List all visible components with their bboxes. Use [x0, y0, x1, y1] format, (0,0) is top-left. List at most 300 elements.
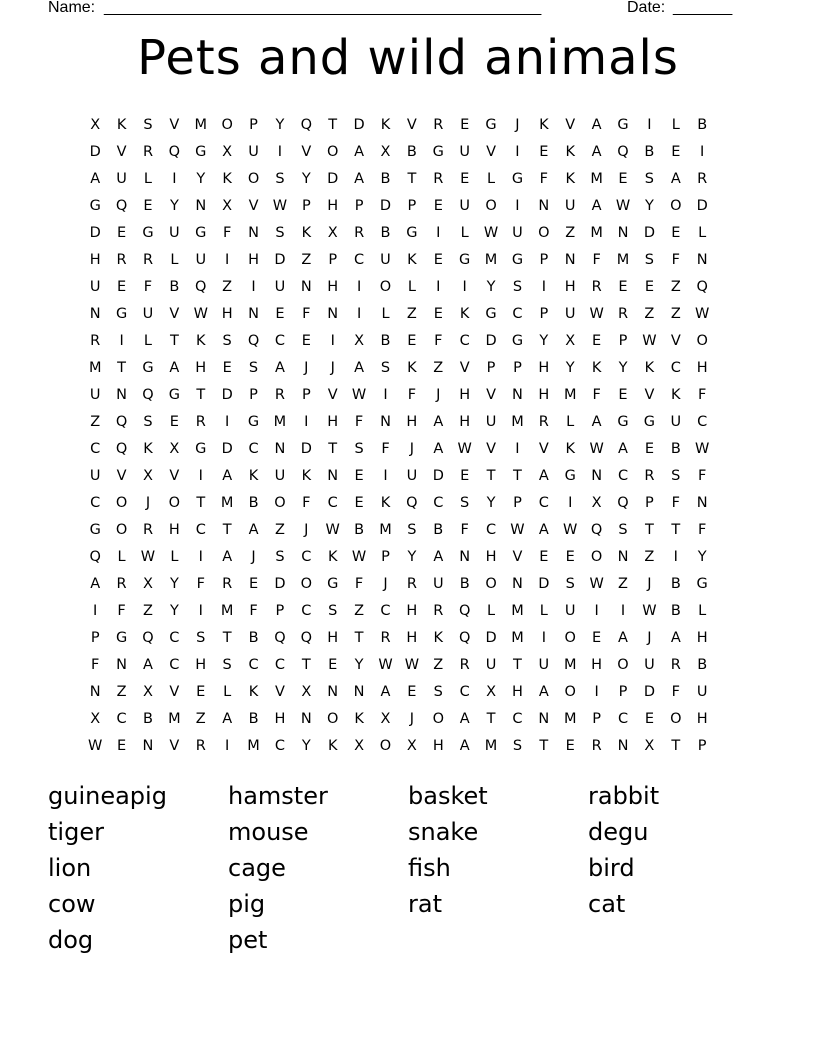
grid-letter: M	[511, 414, 524, 430]
grid-letter: N	[617, 549, 629, 565]
grid-letter: I	[198, 603, 203, 619]
grid-letter: N	[617, 225, 629, 241]
grid-letter: B	[697, 657, 708, 673]
grid-letter: X	[222, 198, 233, 214]
grid-letter: T	[222, 630, 232, 646]
grid-letter: Y	[301, 171, 311, 187]
grid-letter: L	[487, 603, 496, 619]
grid-letter: N	[459, 549, 471, 565]
grid-letter: I	[620, 603, 626, 619]
grid-letter: K	[116, 117, 127, 133]
grid-letter: U	[89, 468, 101, 484]
grid-letter: Z	[222, 279, 233, 295]
grid-letter: C	[512, 306, 523, 322]
grid-letter: D	[643, 225, 655, 241]
grid-letter: I	[673, 549, 678, 565]
grid-row	[82, 329, 742, 356]
grid-letter: L	[407, 279, 416, 295]
grid-letter: V	[486, 441, 497, 457]
grid-letter: W	[695, 441, 710, 457]
grid-letter: N	[248, 306, 259, 322]
grid-letter: A	[90, 171, 101, 187]
grid-letter: K	[248, 468, 259, 484]
grid-letter: A	[618, 441, 628, 457]
grid-letter: I	[436, 225, 441, 241]
grid-letter: X	[143, 468, 153, 484]
grid-letter: C	[617, 468, 629, 484]
grid-letter: R	[116, 576, 127, 592]
grid-letter: T	[169, 333, 179, 349]
grid-letter: N	[116, 657, 128, 673]
grid-letter: M	[484, 738, 498, 754]
grid-letter: J	[330, 360, 335, 376]
grid-letter: A	[222, 549, 233, 565]
grid-letter: G	[247, 414, 260, 430]
word-list-item: pet	[228, 926, 268, 954]
grid-letter: P	[407, 198, 417, 214]
grid-letter: A	[591, 144, 602, 160]
grid-letter: W	[483, 225, 499, 241]
word-row	[48, 814, 768, 850]
grid-letter: P	[249, 117, 258, 133]
grid-letter: Q	[247, 333, 260, 349]
grid-letter: Y	[169, 576, 179, 592]
grid-letter: Y	[486, 279, 496, 295]
grid-letter: B	[380, 171, 391, 187]
word-list-item: snake	[408, 818, 479, 846]
grid-letter: N	[696, 252, 708, 268]
grid-letter: N	[274, 441, 286, 457]
grid-letter: L	[487, 171, 496, 187]
grid-letter: J	[647, 576, 652, 592]
grid-letter: U	[564, 306, 576, 322]
word-row	[48, 778, 768, 814]
grid-letter: O	[485, 576, 497, 592]
word-row	[48, 886, 768, 922]
grid-letter: F	[354, 414, 364, 430]
grid-letter: R	[90, 333, 101, 349]
grid-letter: V	[406, 117, 417, 133]
grid-letter: P	[90, 630, 100, 646]
grid-letter: E	[539, 549, 549, 565]
date-field[interactable]: _______	[673, 0, 732, 16]
grid-letter: V	[169, 306, 180, 322]
grid-letter: S	[380, 360, 391, 376]
grid-letter: G	[142, 360, 154, 376]
grid-letter: R	[116, 252, 127, 268]
grid-letter: Y	[169, 603, 179, 619]
grid-letter: C	[90, 441, 101, 457]
grid-letter: T	[196, 495, 206, 511]
grid-letter: T	[328, 441, 338, 457]
grid-letter: T	[328, 117, 338, 133]
grid-letter: S	[143, 414, 153, 430]
grid-letter: C	[90, 495, 101, 511]
grid-letter: C	[512, 711, 523, 727]
grid-letter: H	[432, 738, 444, 754]
grid-letter: X	[380, 711, 391, 727]
grid-letter: R	[222, 576, 233, 592]
word-list-item: pig	[228, 890, 266, 918]
grid-letter: W	[589, 576, 604, 592]
grid-row	[82, 437, 742, 464]
grid-letter: H	[696, 360, 708, 376]
grid-letter: C	[274, 657, 285, 673]
grid-letter: W	[404, 657, 420, 673]
grid-letter: G	[115, 630, 128, 646]
grid-letter: U	[538, 657, 550, 673]
grid-letter: R	[142, 522, 154, 538]
grid-letter: C	[538, 495, 549, 511]
grid-letter: S	[512, 738, 523, 754]
grid-row	[82, 653, 742, 680]
grid-letter: W	[510, 522, 525, 538]
grid-letter: N	[380, 414, 391, 430]
grid-letter: E	[248, 576, 259, 592]
grid-letter: R	[354, 225, 365, 241]
grid-letter: I	[93, 603, 98, 619]
grid-row	[82, 410, 742, 437]
grid-letter: C	[697, 414, 708, 430]
grid-letter: F	[302, 495, 311, 511]
grid-letter: U	[459, 144, 470, 160]
grid-letter: P	[486, 360, 496, 376]
grid-letter: G	[195, 225, 207, 241]
grid-letter: A	[459, 738, 470, 754]
grid-letter: E	[565, 549, 575, 565]
grid-letter: Z	[354, 603, 365, 619]
grid-letter: I	[515, 441, 520, 457]
letter-grid	[82, 113, 742, 761]
grid-letter: K	[196, 333, 206, 349]
grid-row	[82, 302, 742, 329]
grid-letter: D	[327, 171, 339, 187]
grid-letter: A	[618, 630, 628, 646]
grid-letter: U	[380, 252, 391, 268]
grid-letter: O	[432, 711, 444, 727]
grid-letter: Z	[670, 279, 681, 295]
grid-letter: A	[433, 441, 444, 457]
grid-letter: H	[591, 657, 603, 673]
grid-letter: Z	[90, 414, 101, 430]
grid-letter: S	[275, 549, 285, 565]
grid-letter: T	[513, 657, 522, 673]
grid-letter: U	[512, 225, 523, 241]
grid-letter: D	[538, 576, 550, 592]
grid-letter: Y	[486, 495, 496, 511]
grid-letter: N	[300, 711, 312, 727]
word-list-item: degu	[588, 818, 649, 846]
grid-letter: T	[196, 387, 206, 403]
grid-letter: A	[591, 414, 602, 430]
grid-letter: D	[274, 252, 286, 268]
grid-letter: L	[170, 549, 179, 565]
grid-row	[82, 518, 742, 545]
grid-letter: V	[169, 117, 180, 133]
grid-letter: G	[564, 468, 576, 484]
grid-letter: I	[383, 468, 388, 484]
grid-letter: Q	[115, 198, 128, 214]
grid-letter: E	[460, 468, 470, 484]
grid-letter: A	[90, 576, 101, 592]
grid-letter: X	[327, 225, 338, 241]
grid-letter: S	[196, 630, 206, 646]
grid-letter: R	[380, 630, 391, 646]
grid-letter: N	[327, 684, 339, 700]
grid-row	[82, 113, 742, 140]
grid-letter: T	[301, 657, 311, 673]
grid-letter: U	[696, 684, 708, 700]
grid-letter: C	[301, 603, 312, 619]
grid-letter: I	[119, 333, 124, 349]
grid-letter: I	[251, 279, 256, 295]
grid-letter: J	[304, 522, 309, 538]
grid-letter: E	[117, 738, 127, 754]
grid-letter: Z	[644, 306, 655, 322]
grid-letter: L	[143, 171, 153, 187]
grid-letter: V	[459, 360, 470, 376]
grid-letter: Z	[301, 252, 312, 268]
grid-letter: C	[248, 657, 259, 673]
grid-letter: D	[353, 117, 365, 133]
grid-row	[82, 356, 742, 383]
grid-letter: C	[169, 657, 180, 673]
grid-letter: E	[275, 306, 285, 322]
grid-letter: M	[220, 603, 234, 619]
grid-letter: F	[143, 279, 153, 295]
grid-letter: U	[169, 225, 180, 241]
grid-letter: I	[515, 198, 520, 214]
grid-letter: C	[169, 630, 180, 646]
grid-row	[82, 734, 742, 761]
grid-letter: I	[198, 549, 203, 565]
grid-letter: B	[169, 279, 180, 295]
grid-letter: Z	[670, 306, 681, 322]
grid-letter: X	[90, 711, 101, 727]
grid-letter: A	[354, 360, 365, 376]
grid-letter: G	[89, 522, 101, 538]
grid-row	[82, 680, 742, 707]
grid-letter: R	[142, 252, 154, 268]
grid-letter: E	[222, 360, 232, 376]
grid-letter: K	[459, 306, 470, 322]
grid-letter: E	[169, 414, 179, 430]
grid-letter: E	[618, 171, 628, 187]
grid-letter: M	[511, 630, 524, 646]
name-label: Name:	[48, 0, 96, 16]
grid-letter: E	[301, 333, 311, 349]
grid-letter: Z	[433, 360, 444, 376]
grid-letter: S	[460, 495, 470, 511]
grid-letter: I	[304, 414, 309, 430]
grid-letter: R	[538, 414, 549, 430]
grid-letter: P	[354, 198, 364, 214]
grid-letter: Q	[406, 495, 418, 511]
grid-letter: X	[644, 738, 655, 754]
grid-letter: S	[222, 333, 232, 349]
grid-letter: A	[459, 711, 470, 727]
grid-letter: T	[513, 468, 522, 484]
grid-letter: J	[436, 387, 441, 403]
grid-letter: H	[406, 414, 418, 430]
grid-letter: X	[301, 684, 312, 700]
grid-letter: F	[592, 252, 601, 268]
grid-letter: L	[539, 603, 548, 619]
grid-letter: E	[407, 684, 417, 700]
grid-letter: H	[459, 414, 471, 430]
grid-letter: N	[116, 387, 128, 403]
grid-letter: T	[539, 738, 549, 754]
grid-letter: C	[274, 738, 285, 754]
grid-letter: I	[594, 684, 599, 700]
grid-letter: H	[327, 198, 339, 214]
word-list-item: rabbit	[588, 782, 660, 810]
grid-letter: X	[486, 684, 497, 700]
grid-letter: Q	[617, 144, 629, 160]
grid-letter: E	[644, 279, 654, 295]
grid-letter: G	[485, 306, 497, 322]
word-list	[48, 778, 768, 958]
grid-letter: Y	[697, 549, 707, 565]
grid-letter: I	[225, 414, 230, 430]
grid-row	[82, 545, 742, 572]
grid-letter: S	[222, 657, 232, 673]
grid-letter: U	[274, 279, 286, 295]
grid-letter: B	[380, 333, 391, 349]
grid-letter: V	[327, 387, 338, 403]
grid-letter: U	[485, 414, 497, 430]
grid-letter: H	[511, 684, 523, 700]
grid-letter: E	[354, 495, 364, 511]
grid-letter: M	[590, 171, 603, 187]
word-list-item: bird	[588, 854, 635, 882]
name-field[interactable]: ____________________________________________________	[104, 0, 541, 16]
grid-letter: T	[117, 360, 127, 376]
grid-letter: A	[354, 171, 365, 187]
grid-letter: P	[381, 549, 390, 565]
date-label: Date:	[627, 0, 666, 16]
grid-letter: B	[248, 711, 259, 727]
grid-letter: H	[327, 414, 339, 430]
word-list-item: cow	[48, 890, 96, 918]
grid-letter: S	[248, 360, 259, 376]
grid-letter: N	[512, 387, 523, 403]
grid-letter: H	[406, 630, 418, 646]
grid-letter: V	[565, 117, 576, 133]
grid-letter: B	[670, 576, 681, 592]
grid-letter: X	[380, 144, 391, 160]
word-list-item: rat	[408, 890, 442, 918]
grid-letter: Z	[618, 576, 628, 592]
grid-letter: N	[696, 495, 708, 511]
grid-letter: O	[327, 144, 339, 160]
grid-letter: Z	[565, 225, 576, 241]
grid-row	[82, 464, 742, 491]
grid-letter: E	[117, 279, 127, 295]
grid-letter: R	[195, 414, 206, 430]
grid-letter: C	[301, 549, 312, 565]
grid-letter: P	[539, 306, 549, 322]
grid-letter: C	[327, 495, 338, 511]
grid-letter: M	[168, 711, 181, 727]
grid-letter: U	[459, 198, 470, 214]
grid-letter: F	[381, 441, 390, 457]
grid-letter: W	[589, 306, 604, 322]
grid-letter: N	[248, 225, 259, 241]
grid-letter: F	[354, 576, 364, 592]
grid-letter: T	[222, 522, 232, 538]
grid-letter: E	[196, 684, 206, 700]
grid-letter: H	[195, 360, 207, 376]
grid-letter: L	[460, 225, 469, 241]
grid-letter: J	[145, 495, 151, 511]
grid-letter: Q	[458, 630, 471, 646]
grid-letter: N	[300, 279, 312, 295]
grid-letter: I	[647, 117, 652, 133]
grid-letter: V	[274, 684, 285, 700]
grid-letter: P	[592, 711, 601, 727]
grid-letter: K	[671, 387, 681, 403]
grid-letter: L	[698, 603, 707, 619]
word-list-item: dog	[48, 926, 94, 954]
grid-letter: F	[222, 225, 232, 241]
grid-letter: A	[354, 144, 365, 160]
grid-letter: K	[354, 711, 364, 727]
grid-letter: Y	[275, 117, 285, 133]
grid-letter: K	[248, 684, 259, 700]
grid-letter: R	[406, 576, 417, 592]
grid-letter: O	[379, 279, 392, 295]
grid-letter: M	[590, 225, 603, 241]
grid-letter: G	[142, 225, 154, 241]
grid-letter: E	[644, 711, 654, 727]
grid-letter: V	[486, 387, 497, 403]
grid-letter: Y	[539, 333, 549, 349]
grid-letter: G	[89, 198, 101, 214]
grid-letter: A	[433, 414, 444, 430]
grid-letter: T	[671, 522, 681, 538]
grid-letter: E	[671, 144, 681, 160]
grid-letter: I	[700, 144, 705, 160]
grid-letter: G	[195, 144, 207, 160]
grid-letter: E	[143, 198, 153, 214]
grid-letter: D	[221, 441, 233, 457]
grid-letter: C	[354, 252, 365, 268]
grid-letter: V	[486, 144, 497, 160]
word-row	[48, 850, 768, 886]
grid-letter: S	[354, 441, 364, 457]
grid-letter: V	[116, 468, 127, 484]
grid-letter: K	[565, 441, 575, 457]
grid-letter: G	[696, 576, 708, 592]
grid-letter: B	[670, 441, 681, 457]
grid-letter: M	[563, 711, 577, 727]
grid-letter: Q	[89, 549, 101, 565]
grid-letter: P	[301, 198, 311, 214]
grid-letter: E	[460, 171, 470, 187]
grid-letter: G	[406, 225, 418, 241]
grid-letter: F	[91, 657, 100, 673]
grid-row	[82, 248, 742, 275]
grid-letter: O	[300, 576, 313, 592]
grid-letter: I	[568, 495, 573, 511]
grid-letter: F	[698, 522, 707, 538]
grid-letter: E	[433, 252, 443, 268]
grid-letter: Q	[195, 279, 207, 295]
grid-letter: H	[327, 279, 339, 295]
grid-row	[82, 275, 742, 302]
grid-letter: C	[485, 522, 497, 538]
